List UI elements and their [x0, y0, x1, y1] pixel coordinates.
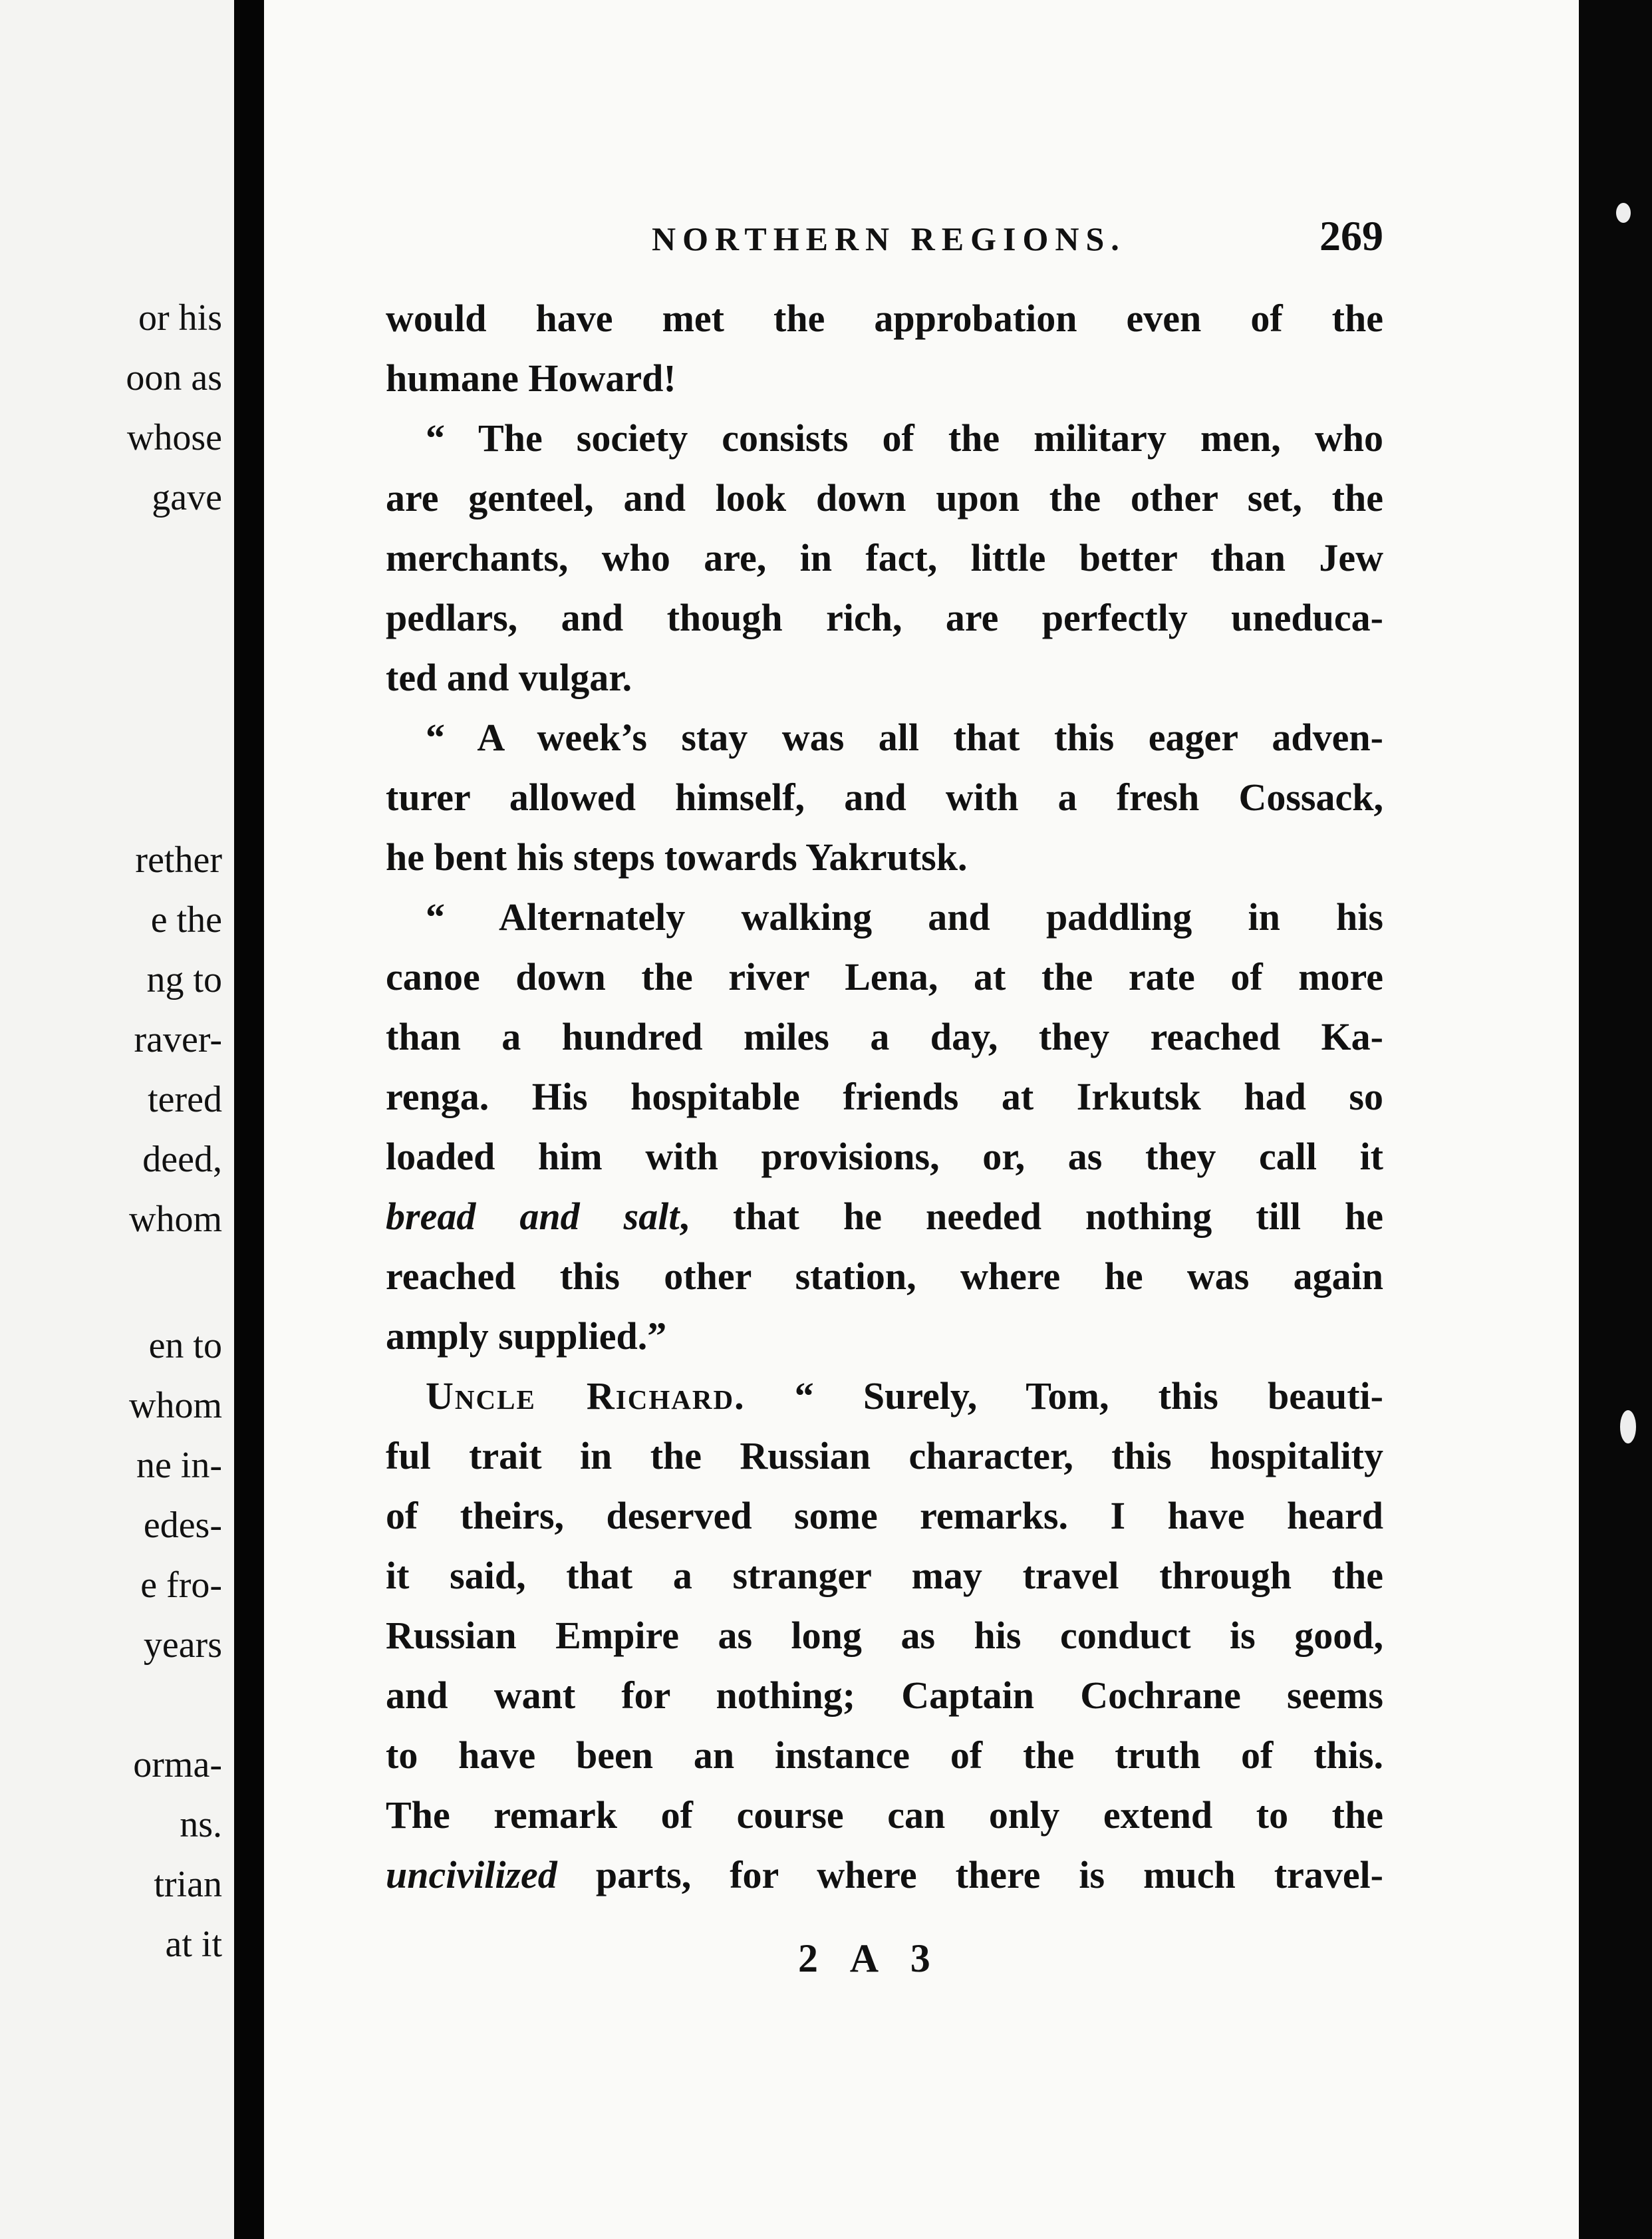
left-page-edge [0, 0, 234, 2239]
text-line: ted and vulgar. [386, 656, 632, 699]
left-page-fragment: tered [148, 1079, 222, 1120]
text-line: of theirs, deserved some remarks. I have heard [386, 1494, 1383, 1537]
left-page-fragment: e fro- [140, 1565, 222, 1606]
text-line: bread and salt, that he needed nothing till he [386, 1195, 1383, 1238]
left-page-fragment: trian [154, 1864, 222, 1905]
text-line: pedlars, and though rich, are perfectly uneduca- [386, 596, 1383, 639]
left-page-fragment: en to [148, 1325, 222, 1366]
left-page-fragment: ng to [146, 959, 222, 1000]
left-page-fragment: oon as [126, 357, 222, 398]
book-gutter [234, 0, 264, 2239]
text-line: he bent his steps towards Yakrutsk. [386, 835, 968, 879]
text-line: “ A week’s stay was all that this eager adven- [426, 716, 1383, 759]
running-head: NORTHERN REGIONS. [652, 220, 1126, 257]
left-page-fragment: or his [138, 297, 222, 339]
signature-mark: 2 A 3 [798, 1936, 942, 1980]
left-page-fragment: rether [135, 839, 222, 881]
text-line: than a hundred miles a day, they reached Ka- [386, 1015, 1383, 1058]
text-line: are genteel, and look down upon the other set, the [386, 476, 1383, 520]
text-line: humane Howard! [386, 357, 676, 400]
left-page-fragment: whom [129, 1199, 222, 1240]
text-line: would have met the approbation even of the [386, 297, 1383, 340]
text-line: turer allowed himself, and with a fresh Cossack, [386, 776, 1383, 819]
page-header [386, 212, 1383, 273]
left-page-fragment: e the [150, 899, 222, 941]
text-line: canoe down the river Lena, at the rate of more [386, 955, 1383, 998]
left-page-fragment: gave [152, 477, 222, 518]
left-page-fragment: orma- [133, 1744, 222, 1785]
left-page-fragment: years [143, 1624, 222, 1666]
text-line: Uncle Richard. “ Surely, Tom, this beauti- [426, 1374, 1383, 1418]
left-page-fragment: raver- [134, 1019, 222, 1060]
left-page-fragment: at it [165, 1924, 222, 1965]
text-line: and want for nothing; Captain Cochrane seems [386, 1674, 1383, 1717]
left-page-fragment: whose [126, 417, 222, 458]
text-line: uncivilized parts, for where there is much travel- [386, 1853, 1383, 1896]
text-line: “ Alternately walking and paddling in his [426, 895, 1383, 939]
text-line: it said, that a stranger may travel through the [386, 1554, 1383, 1597]
text-line: amply supplied.” [386, 1314, 667, 1358]
left-page-fragment: deed, [142, 1139, 222, 1180]
text-line: reached this other station, where he was again [386, 1255, 1383, 1298]
text-line: loaded him with provisions, or, as they call it [386, 1135, 1383, 1178]
text-line: Russian Empire as long as his conduct is good, [386, 1614, 1383, 1657]
text-line: merchants, who are, in fact, little better than Jew [386, 536, 1383, 579]
text-line: “ The society consists of the military men, who [426, 416, 1383, 460]
text-line: ful trait in the Russian character, this hospitality [386, 1434, 1383, 1477]
page-number: 269 [1319, 212, 1383, 259]
left-page-fragment: ns. [180, 1804, 222, 1845]
left-page-fragment: edes- [143, 1505, 222, 1546]
text-line: renga. His hospitable friends at Irkutsk had so [386, 1075, 1383, 1118]
page-edge-shadow [1579, 0, 1652, 2239]
left-page-fragment: whom [129, 1385, 222, 1426]
left-page-fragment: ne in- [136, 1445, 222, 1486]
text-line: to have been an instance of the truth of this. [386, 1733, 1383, 1777]
text-line: The remark of course can only extend to the [386, 1793, 1383, 1837]
